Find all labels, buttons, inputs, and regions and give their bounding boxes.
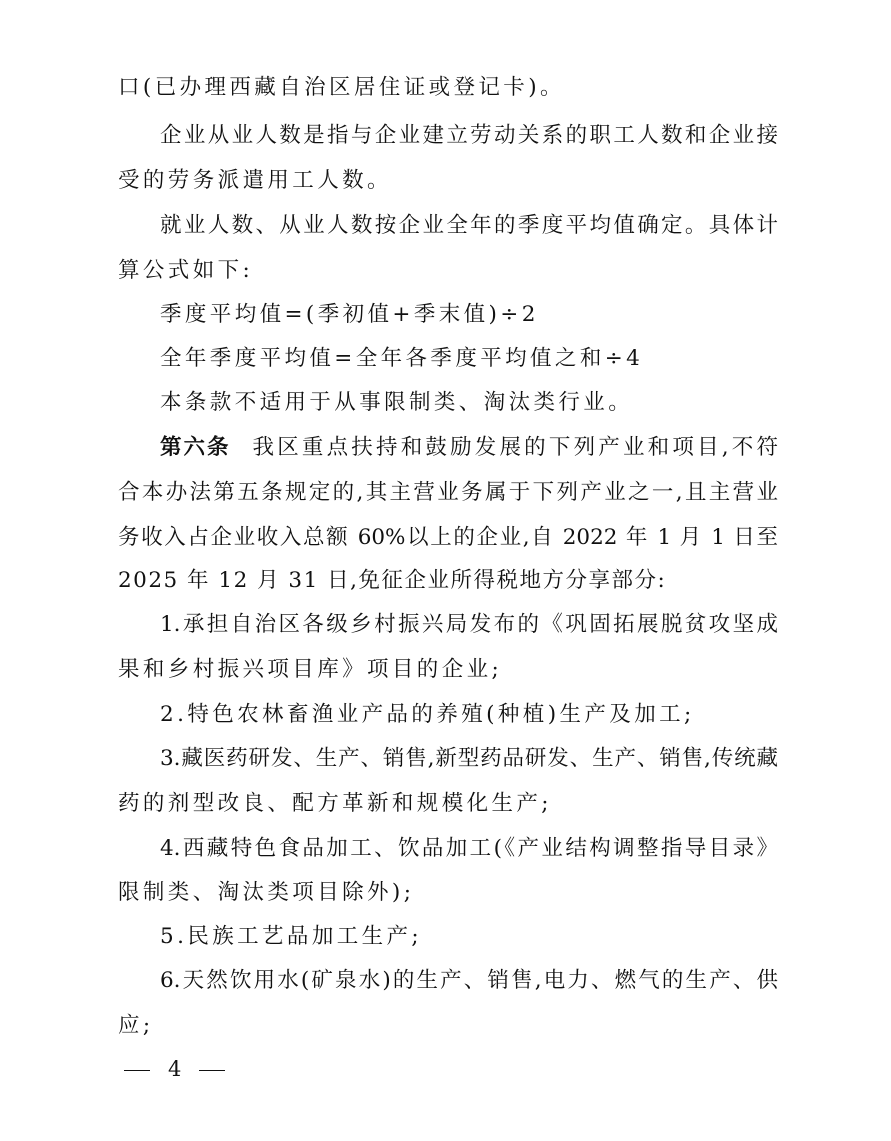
list-item-line: 2.特色农林畜渔业产品的养殖(种植)生产及加工; [160, 702, 695, 727]
text-line: 务收入占企业收入总额 60%以上的企业,自 2022 年 1 月 1 日至 [118, 525, 778, 550]
footer-dash-left [124, 1070, 150, 1072]
text-line: 算公式如下: [118, 258, 254, 283]
text-line: 限制类、淘汰类项目除外); [118, 880, 415, 905]
text-line: 本条款不适用于从事限制类、淘汰类行业。 [160, 390, 634, 415]
text-line: 企业从业人数是指与企业建立劳动关系的职工人数和企业接 [160, 123, 778, 148]
text-line: 2025 年 12 月 31 日,免征企业所得税地方分享部分: [118, 568, 667, 593]
text-line: 受的劳务派遣用工人数。 [118, 168, 392, 193]
text-line: 口(已办理西藏自治区居住证或登记卡)。 [118, 75, 565, 100]
article-label: 第六条 [160, 435, 231, 460]
list-item-line: 6.天然饮用水(矿泉水)的生产、销售,电力、燃气的生产、供 [160, 968, 778, 993]
page-footer [124, 1054, 225, 1084]
list-item-line: 3.藏医药研发、生产、销售,新型药品研发、生产、销售,传统藏 [160, 746, 778, 771]
article-first-line [160, 433, 778, 463]
text-line: 合本办法第五条规定的,其主营业务属于下列产业之一,且主营业 [118, 480, 778, 505]
page-number: 4 [168, 1057, 182, 1081]
list-item-line: 5.民族工艺品加工生产; [160, 924, 423, 949]
formula-line: 季度平均值=(季初值+季末值)÷2 [160, 302, 539, 327]
list-item-line: 1.承担自治区各级乡村振兴局发布的《巩固拓展脱贫攻坚成 [160, 612, 778, 637]
text-line: 应; [118, 1013, 154, 1038]
footer-dash-right [199, 1070, 225, 1072]
text-line: 果和乡村振兴项目库》项目的企业; [118, 657, 503, 682]
text-line: 药的剂型改良、配方革新和规模化生产; [118, 791, 552, 816]
text-line: 就业人数、从业人数按企业全年的季度平均值确定。具体计 [160, 213, 778, 238]
text-span: 我区重点扶持和鼓励发展的下列产业和项目,不符 [252, 435, 778, 460]
list-item-line: 4.西藏特色食品加工、饮品加工(《产业结构调整指导目录》 [160, 836, 778, 861]
formula-line: 全年季度平均值=全年各季度平均值之和÷4 [160, 346, 644, 371]
